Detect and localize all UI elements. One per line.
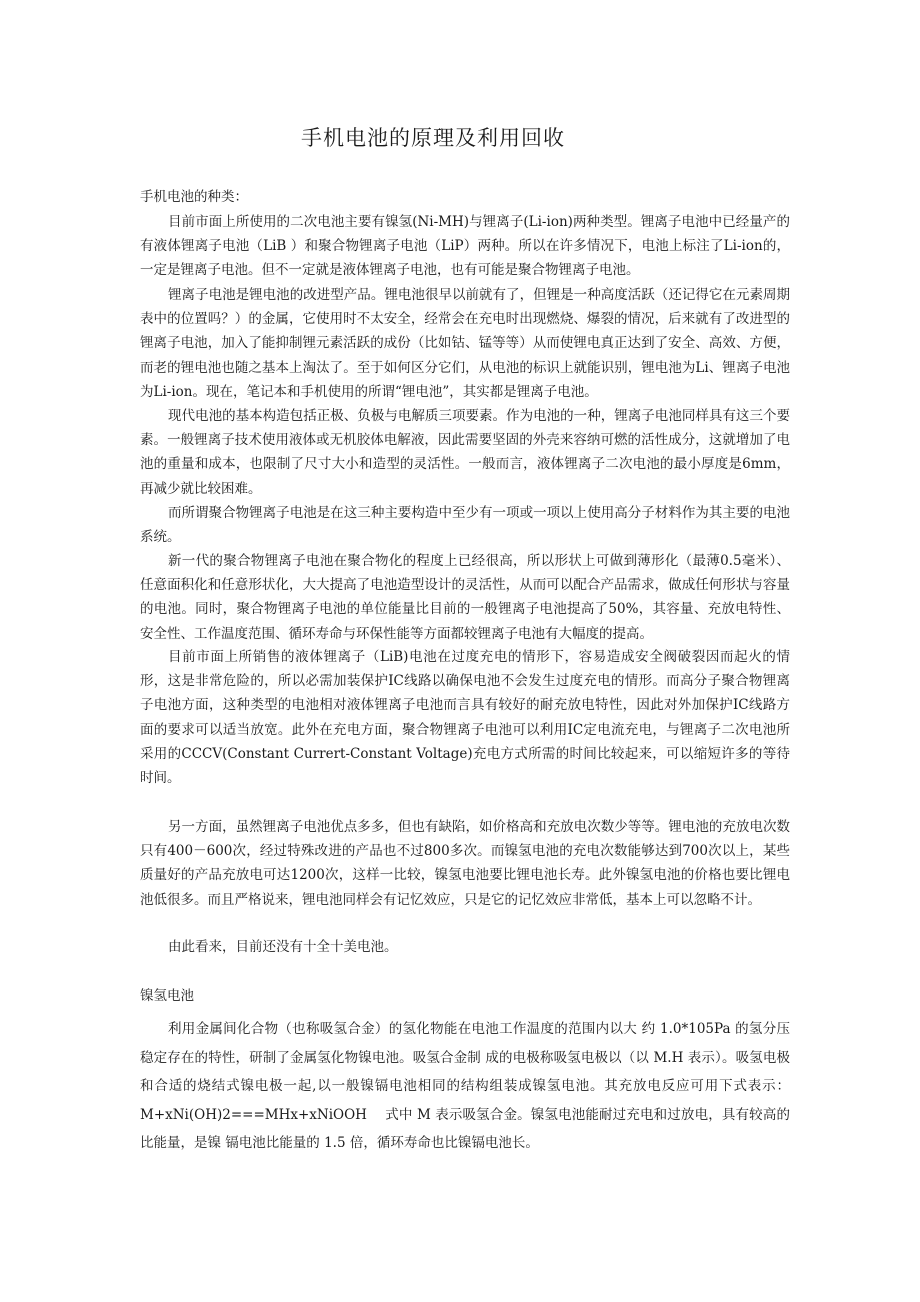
paragraph-battery-structure: 现代电池的基本构造包括正极、负极与电解质三项要素。作为电池的一种，锂离子电池同样具有这三个要素。一般锂离子技术使用液体或无机胶体电解液，因此需要坚固的外壳来容纳可燃的活性成分，这就增加了电池的重量和成本，也限制了尺寸大小和造型的灵活性。一般而言，液体锂离子二次电池的最小厚度是6mm，再减少就比较困难。 bbox=[140, 408, 790, 497]
paragraph-polymer-definition: 而所谓聚合物锂离子电池是在这三种主要构造中至少有一项或一项以上使用高分子材料作为其主要的电池系统。 bbox=[140, 505, 790, 546]
document-title: 手机电池的原理及利用回收 bbox=[301, 126, 565, 150]
paragraph-drawbacks: 另一方面，虽然锂离子电池优点多多，但也有缺陷，如价格高和充放电次数少等等。锂电池的充放电次数只有400－600次，经过特殊改进的产品也不过800多次。而镍氢电池的充电次数能够达到700次以上，某些质量好的产品充放电可达1200次，这样一比较，镍氢电池要比锂电池长寿。此外镍氢电池的价格也要比锂电池低很多。而且严格说来，锂电池同样会有记忆效应，只是它的记忆效应非常低，基本上可以忽略不计。 bbox=[140, 819, 790, 908]
paragraph-nimh-battery: 利用金属间化合物（也称吸氢合金）的氢化物能在电池工作温度的范围内以大 约 1.0*105Pa 的氢分压稳定存在的特性，研制了金属氢化物镍电池。吸氢合金制 成的电极称吸氢电极以（以 M.H 表示）。吸氢电极和合适的烧结式镍电极一起,以一般镍镉电池相同的结构组装成镍氢电池。其充放电反应可用下式表示： M+xNi(OH)2===MHx+xNiOOH 式中 M 表示吸氢合金。镍氢电池能耐过充电和过放电，具有较高的比能量，是镍 镉电池比能量的 1.5 倍，循环寿命也比镍镉电池长。 bbox=[140, 1021, 790, 1151]
paragraph-battery-types: 目前市面上所使用的二次电池主要有镍氢(Ni-MH)与锂离子(Li-ion)两种类型。锂离子电池中已经量产的有液体锂离子电池（LiB ）和聚合物锂离子电池（LiP）两种。所以在许多情况下，电池上标注了Li-ion的，一定是锂离子电池。但不一定就是液体锂离子电池，也有可能是聚合物锂离子电池。 bbox=[140, 214, 790, 279]
paragraph-lithium-ion-intro: 锂离子电池是锂电池的改进型产品。锂电池很早以前就有了，但锂是一种高度活跃（还记得它在元素周期表中的位置吗？）的金属，它使用时不太安全，经常会在充电时出现燃烧、爆裂的情况，后来就有了改进型的锂离子电池，加入了能抑制锂元素活跃的成份（比如钴、锰等等）从而使锂电真正达到了安全、高效、方便，而老的锂电池也随之基本上淘汰了。至于如何区分它们，从电池的标识上就能识别，锂电池为Li、锂离子电池为Li-ion。现在，笔记本和手机使用的所谓“锂电池”，其实都是锂离子电池。 bbox=[140, 287, 790, 400]
section-heading-battery-types: 手机电池的种类： bbox=[140, 189, 248, 205]
paragraph-conclusion: 由此看来，目前还没有十全十美电池。 bbox=[168, 939, 398, 955]
paragraph-charging-safety: 目前市面上所销售的液体锂离子（LiB)电池在过度充电的情形下，容易造成安全阀破裂因而起火的情形，这是非常危险的，所以必需加装保护IC线路以确保电池不会发生过度充电的情形。而高分子聚合物锂离子电池方面，这种类型的电池相对液体锂离子电池而言具有较好的耐充放电特性，因此对外加保护IC线路方面的要求可以适当放宽。此外在充电方面，聚合物锂离子电池可以利用IC定电流充电，与锂离子二次电池所采用的CCCV(Constant Currert-Constant Voltage)充电方式所需的时间比较起来，可以缩短许多的等待时间。 bbox=[140, 649, 790, 787]
paragraph-polymer-advantages: 新一代的聚合物锂离子电池在聚合物化的程度上已经很高，所以形状上可做到薄形化（最薄0.5毫米）、任意面积化和任意形状化，大大提高了电池造型设计的灵活性，从而可以配合产品需求，做成任何形状与容量的电池。同时，聚合物锂离子电池的单位能量比目前的一般锂离子电池提高了50%，其容量、充放电特性、安全性、工作温度范围、循环寿命与环保性能等方面都较锂离子电池有大幅度的提高。 bbox=[140, 553, 790, 642]
section-heading-nimh: 镍氢电池 bbox=[140, 988, 194, 1004]
